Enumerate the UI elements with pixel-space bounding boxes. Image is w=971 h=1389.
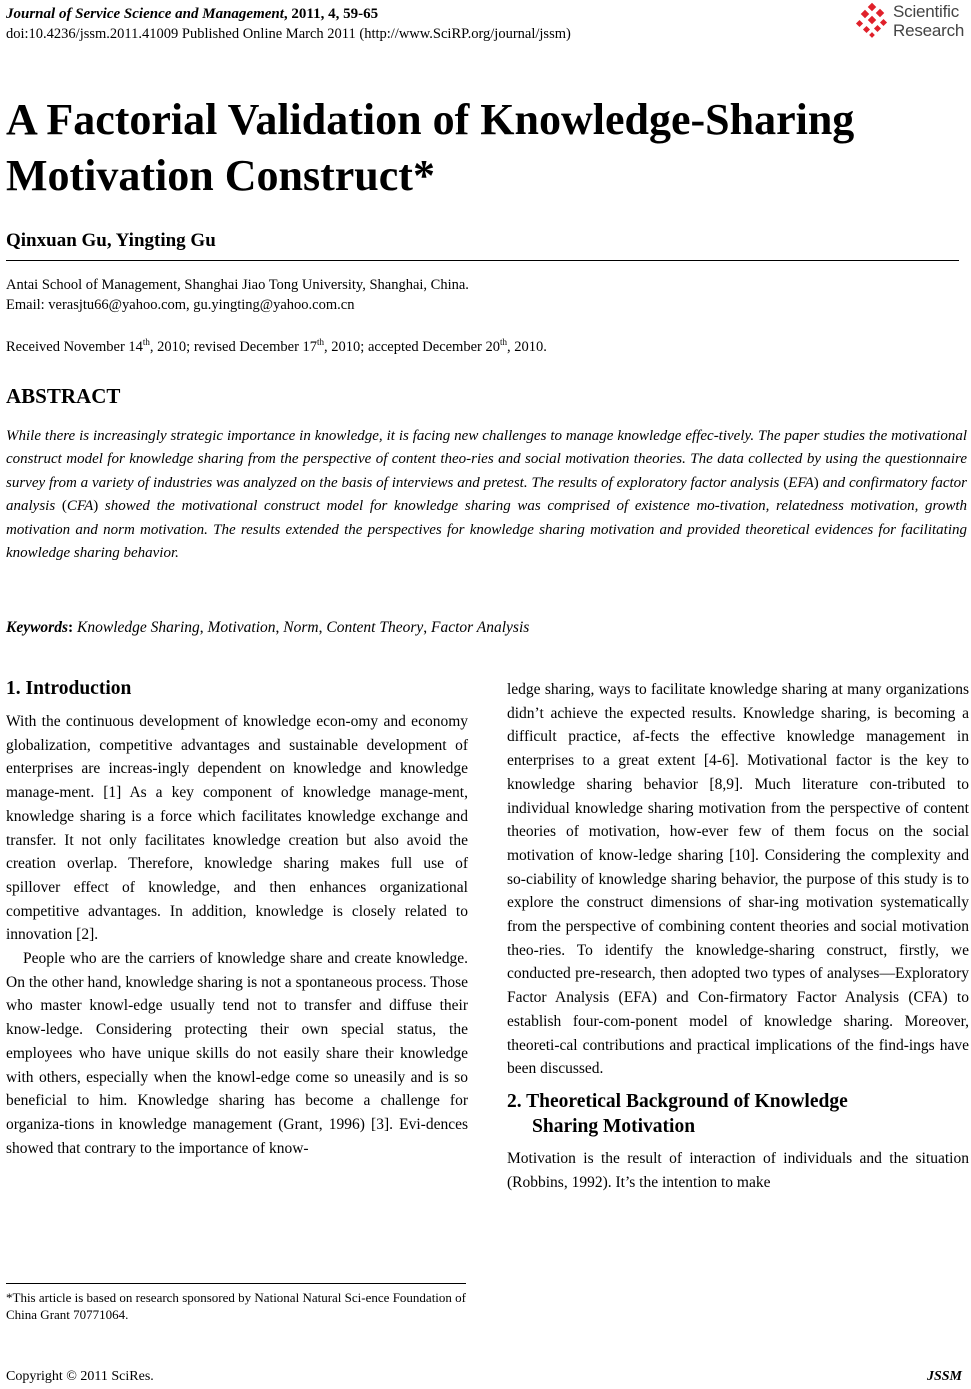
paper-title: A Factorial Validation of Knowledge-Sharing Motivation Construct* <box>6 95 855 200</box>
section-2-paragraph-1: Motivation is the result of interaction of individuals and the situation (Robbins, 1992). It’s the intention to make <box>507 1149 969 1191</box>
publisher-logo <box>855 2 971 44</box>
abstract-text: While there is increasingly strategic importance in knowledge, it is facing new challenges to manage knowledge effec-tively. The paper studies the motivational construct model for knowledge sharing from the perspective of content theo-ries and social motivation theories. The data collected by using the questionnaire survey from a variety of industries was analyzed on the basis of interviews and pretest. The results of exploratory factor analysis (EFA) and confirmatory factor analysis (CFA) showed the motivational construct model for knowledge sharing was comprised of existence mo-tivation, relatedness motivation, growth motivation and norm motivation. The results extended the perspectives for knowledge sharing motivation and provided theoretical evidences for facilitating knowledge sharing behavior. <box>6 428 968 562</box>
scirp-logo-icon <box>855 2 891 42</box>
affiliation-block <box>6 275 469 315</box>
footnote-divider <box>6 1283 466 1284</box>
email-line: Email: verasjtu66@yahoo.com, gu.yingting@yahoo.com.cn <box>6 297 355 313</box>
intro-paragraph-2: People who are the carriers of knowledge share and create knowledge. On the other hand, knowledge sharing is not a spontaneous process. Those who master knowl-edge usually tend not to transfer and diffuse their know-ledge. Considering protecting their own special status, the employees who have unique skills do not easily share their knowledge with others, especially when the knowl-edge come so uneasily and is so beneficial to him. Knowledge sharing has become a challenge for organiza-tions in knowledge management (Grant, 1996) [3]. Evi-dences showed that contrary to the importance of know- <box>6 950 468 1157</box>
section-2-heading: 2. Theoretical Background of Knowledge Sharing Motivation <box>507 1090 848 1137</box>
journal-abbreviation: JSSM <box>926 1369 962 1384</box>
logo-text: Scientific Research <box>893 2 965 40</box>
paper-authors: Qinxuan Gu, Yingting Gu <box>6 230 216 251</box>
received-dates: Received November 14th, 2010; revised December 17th, 2010; accepted December 20th, 2010. <box>6 337 547 355</box>
footnote: *This article is based on research sponsored by National Natural Sci-ence Foundation of China Grant 70771064. <box>6 1290 466 1322</box>
doi-line: doi:10.4236/jssm.2011.41009 Published Online March 2011 (http://www.SciRP.org/journal/jssm) <box>6 26 571 42</box>
intro-paragraph-1: With the continuous development of knowledge econ-omy and economy globalization, competitive advantages and sustainable development of enterprises are increas-ingly dependent on knowledge and knowledge manage-ment. [1] As a key component of knowledge manage-ment, knowledge sharing is a force which facilitates knowledge exchange and transfer. It not only facilitates knowledge creation but also avoid the creation overlap. Therefore, knowledge sharing makes full use of spillover effect of knowledge, and then enhances organizational competitive advantages. In addition, knowledge is closely related to innovation [2]. <box>6 713 468 944</box>
right-column <box>507 678 969 1194</box>
affiliation: Antai School of Management, Shanghai Jiao Tong University, Shanghai, China. <box>6 277 469 293</box>
keywords-line: Keywords: Knowledge Sharing, Motivation, Norm, Content Theory, Factor Analysis <box>6 619 530 636</box>
section-1-heading: 1. Introduction <box>6 678 132 699</box>
copyright-notice: Copyright © 2011 SciRes. <box>6 1369 154 1384</box>
journal-volume: , 2011, 4, 59-65 <box>283 6 379 22</box>
journal-header <box>6 4 571 44</box>
author-divider <box>6 260 959 261</box>
abstract-heading: ABSTRACT <box>6 384 121 408</box>
left-column <box>6 678 468 1160</box>
journal-name: Journal of Service Science and Management <box>6 6 284 22</box>
intro-paragraph-2-continued: ledge sharing, ways to facilitate knowledge sharing at many organizations didn’t achieve the expected results. Knowledge sharing, is becoming a difficult practice, af-fects the effective knowledge management in enterprises to a great extent [4-6]. Motivational factor is the key to knowledge sharing behavior [8,9]. Much literature con-tributed to individual knowledge sharing motivation from the perspective of content theories of motivation, how-ever few of them focus on the social motivation of know-ledge sharing [10]. Considering the complexity and so-ciability of knowledge sharing behavior, the purpose of this study is to explore the construct dimensions of shar-ing motivation systematically from the perspective of combining content theories and social motivation theo-ries. To identify the knowledge-sharing construct, firstly, we conducted pre-research, then adopted two types of analyses—Exploratory Factor Analysis (EFA) and Con-firmatory Factor Analysis (CFA) to establish four-com-ponent model of knowledge sharing. Moreover, theoreti-cal contributions and practical implications of the find-ings have been discussed. <box>507 681 969 1078</box>
